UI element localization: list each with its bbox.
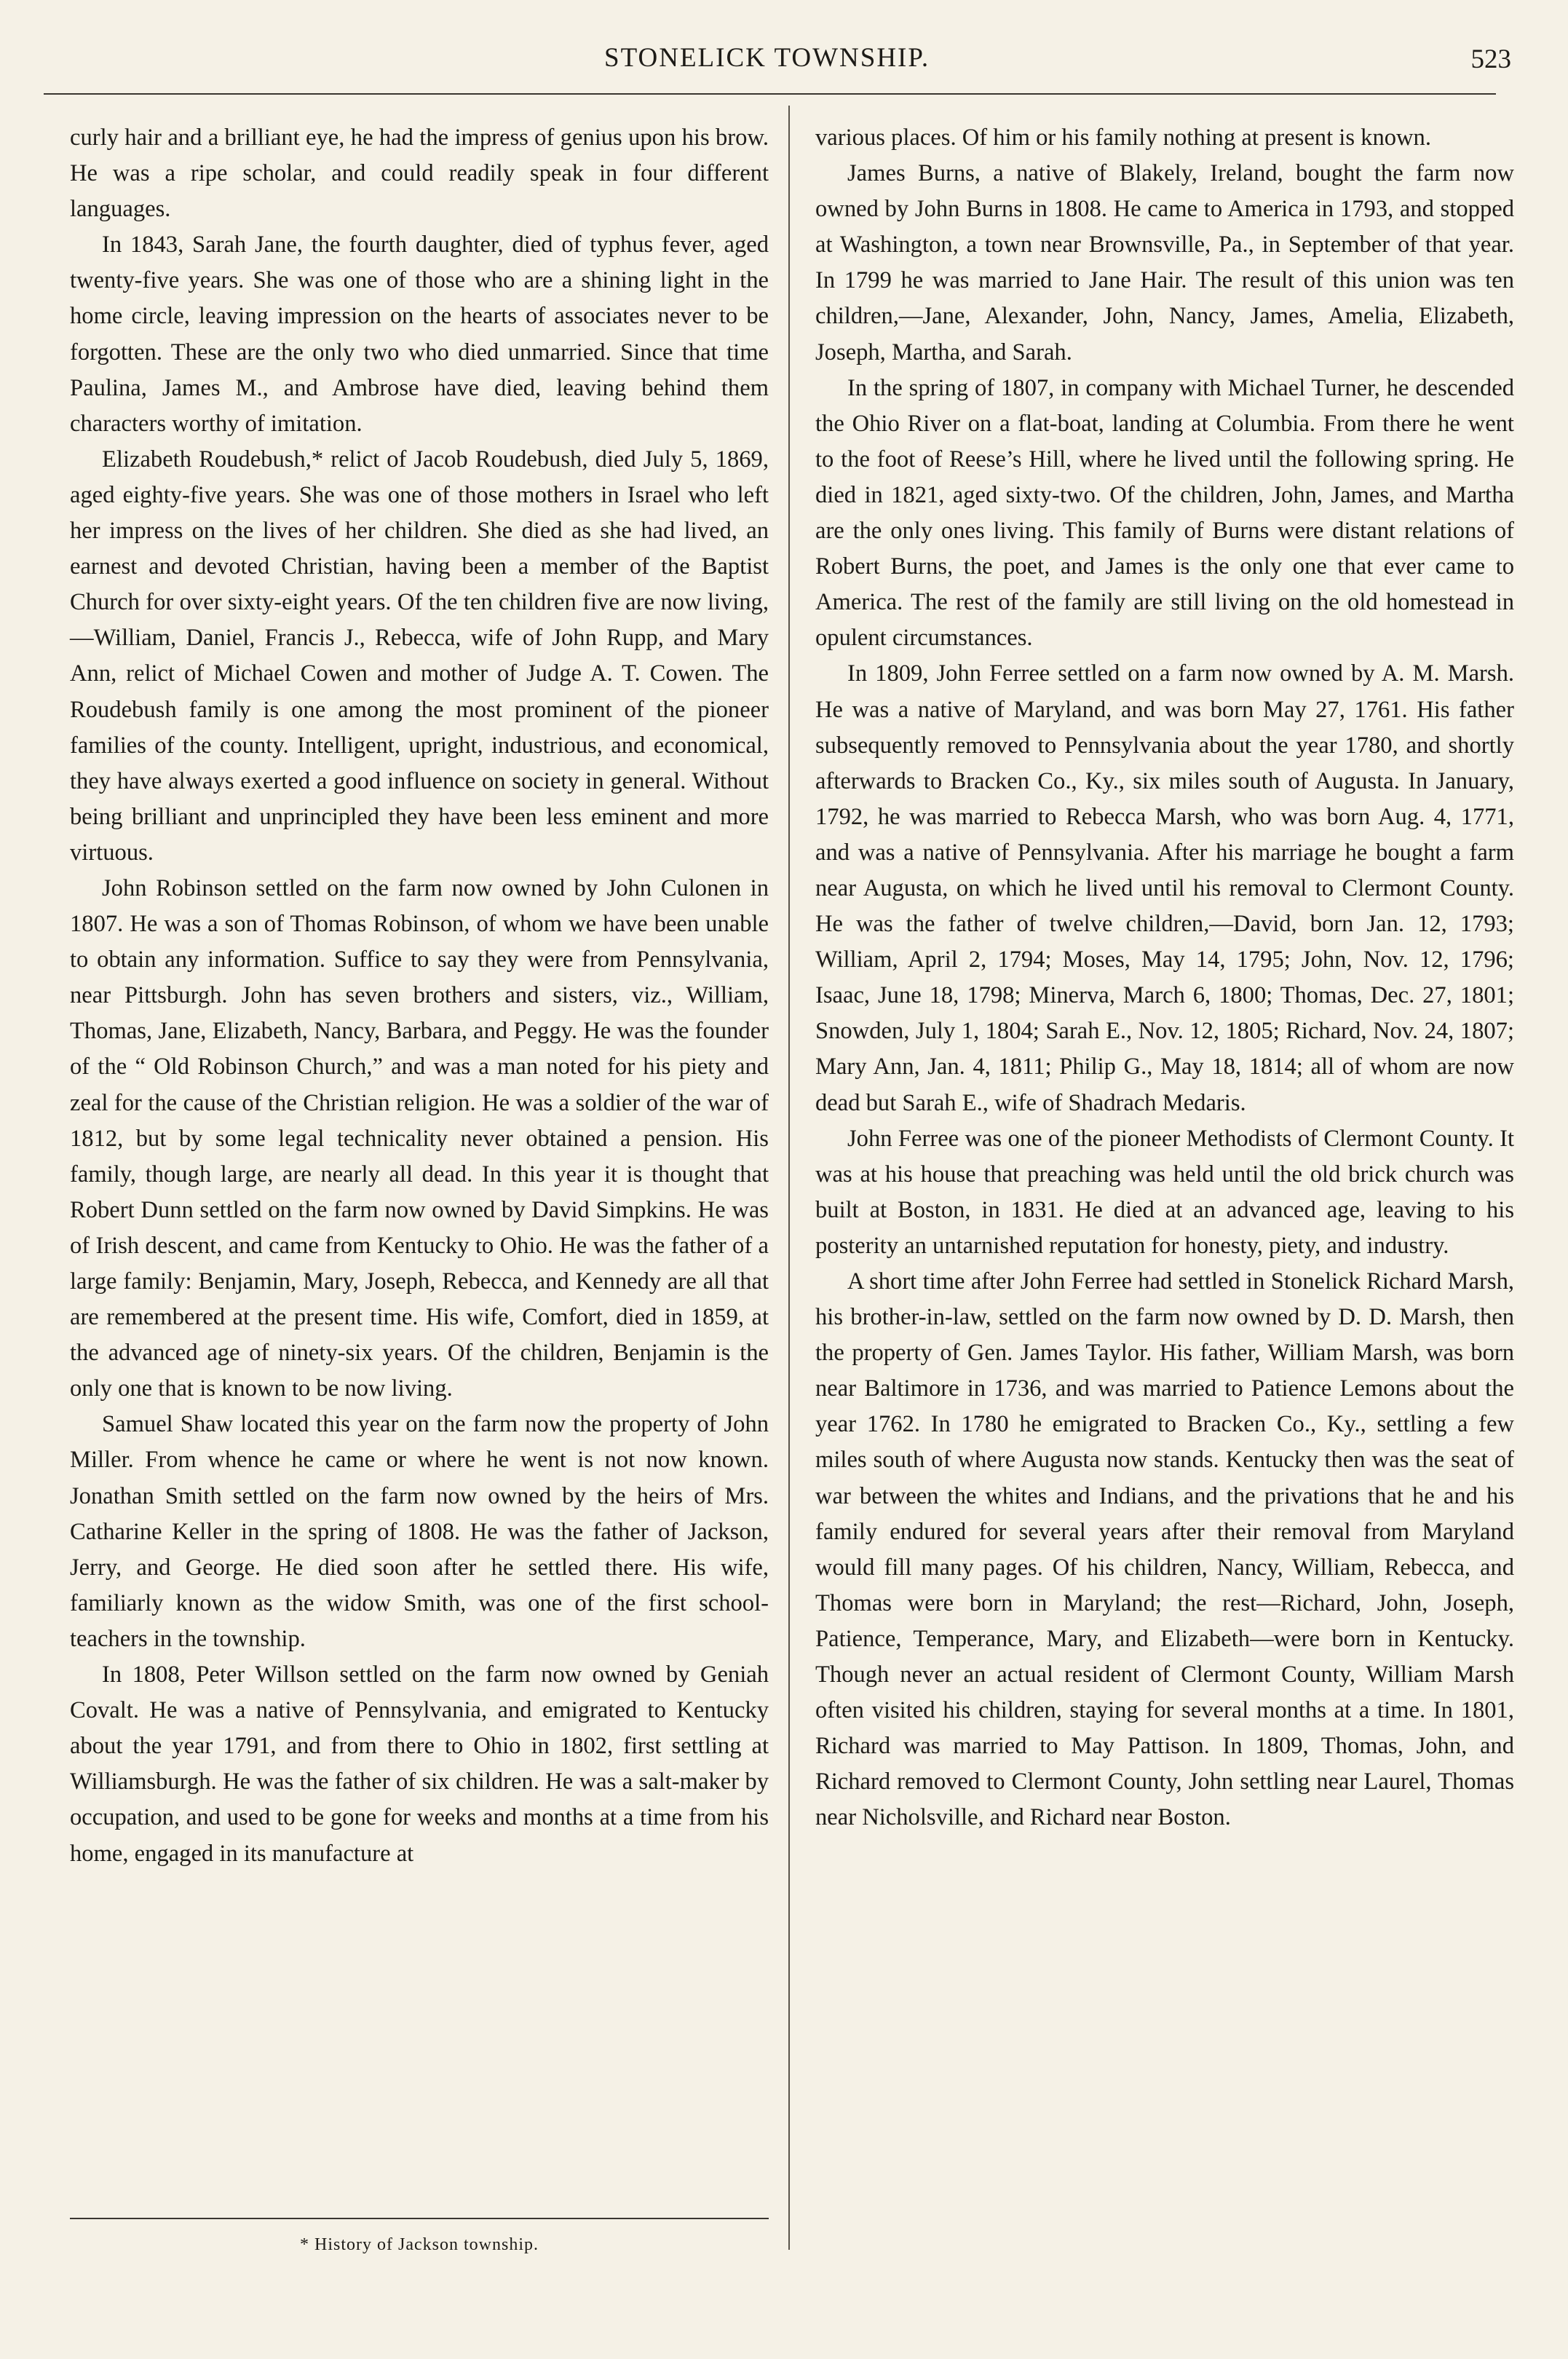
paragraph-elizabeth-roudebush: Elizabeth Roudebush,* relict of Jacob Roudebush, died July 5, 1869, aged eighty-five years. She was one of those mothers in Israel who left her impress on the lives of her children. She died as she had lived, an earnest and devoted Christian, having been a member of the Baptist Church for over sixty-eight years. Of the ten children five are now living,—William, Daniel, Francis J., Rebecca, wife of John Rupp, and Mary Ann, relict of Michael Cowen and mother of Judge A. T. Cowen. The Roudebush family is one among the most prominent of the pioneer families of the county. Intelligent, upright, industrious, and economical, they have always exerted a good influence on society in general. Without being brilliant and unprincipled they have been less eminent and more virtuous. [70,446,769,866]
paragraph-john-robinson: John Robinson settled on the farm now owned by John Culonen in 1807. He was a son of Thomas Robinson, of whom we have been unable to obtain any information. Suffice to say they were from Pennsylvania, near Pittsburgh. John has seven brothers and sisters, viz., William, Thomas, Jane, Elizabeth, Nancy, Barbara, and Peggy. He was the founder of the “ Old Robinson Church,” and was a man noted for his piety and zeal for the cause of the Christian religion. He was a soldier of the war of 1812, but by some legal technicality never obtained a pension. His family, though large, are nearly all dead. In this year it is thought that Robert Dunn settled on the farm now owned by David Simpkins. He was of Irish descent, and came from Kentucky to Ohio. He was the father of a large family: Benjamin, Mary, Joseph, Rebecca, and Kennedy are all that are remembered at the present time. His wife, Comfort, died in 1859, at the advanced age of ninety-six years. Of the children, Benjamin is the only one that is known to be now living. [70,874,769,1402]
paragraph-sarah-jane: In 1843, Sarah Jane, the fourth daughter, died of typhus fever, aged twenty-five years. She was one of those who are a shining light in the home circle, leaving impression on the hearts of associates never to be forgotten. These are the only two who died unmarried. Since that time Paulina, James M., and Ambrose have died, leaving behind them characters worthy of imitation. [70,232,769,437]
running-head: STONELICK TOWNSHIP. [604,43,930,73]
paragraph-james-burns: James Burns, a native of Blakely, Ireland, bought the farm now owned by John Burns in 1808. He came to America in 1793, and stopped at Washington, a town near Brownsville, Pa., in September of that year. In 1799 he was married to Jane Hair. The result of this union was ten children,—Jane, Alexander, John, Nancy, James, Amelia, Elizabeth, Joseph, Martha, and Sarah. [815,160,1514,365]
paragraph-peter-willson: In 1808, Peter Willson settled on the farm now owned by Geniah Covalt. He was a native of Pennsylvania, and emigrated to Kentucky about the year 1791, and from there to Ohio in 1802, first settling at Williamsburgh. He was the father of six children. He was a salt-maker by occupation, and used to be gone for weeks and months at a time from his home, engaged in its manufacture at [70,1661,769,1867]
paragraph-john-ferree: In 1809, John Ferree settled on a farm now owned by A. M. Marsh. He was a native of Maryland, and was born May 27, 1761. His father subsequently removed to Pennsylvania about the year 1780, and shortly afterwards to Bracken Co., Ky., six miles south of Augusta. In January, 1792, he was married to Rebecca Marsh, who was born Aug. 4, 1771, and was a native of Pennsylvania. After his marriage he bought a farm near Augusta, on which he lived until his removal to Clermont County. He was the father of twelve children,—David, born Jan. 12, 1793; William, April 2, 1794; Moses, May 14, 1795; John, Nov. 12, 1796; Isaac, June 18, 1798; Minerva, March 6, 1800; Thomas, Dec. 27, 1801; Snowden, July 1, 1804; Sarah E., Nov. 12, 1805; Richard, Nov. 24, 1807; Mary Ann, Jan. 4, 1811; Philip G., May 18, 1814; all of whom are now dead but Sarah E., wife of Shadrach Medaris. [815,660,1514,1116]
left-column [70,120,769,1872]
paragraph-richard-marsh: A short time after John Ferree had settled in Stonelick Richard Marsh, his brother-in-law, settled on the farm now owned by D. D. Marsh, then the property of Gen. James Taylor. His father, William Marsh, was born near Baltimore in 1736, and was married to Patience Lemons about the year 1762. In 1780 he emigrated to Bracken Co., Ky., settling a few miles south of where Augusta now stands. Kentucky then was the seat of war between the whites and Indians, and the privations that he and his family endured for several years after their removal from Maryland would fill many pages. Of his children, Nancy, William, Rebecca, and Thomas were born in Maryland; the rest—Richard, John, Joseph, Patience, Temperance, Mary, and Elizabeth—were born in Kentucky. Though never an actual resident of Clermont County, William Marsh often visited his children, staying for several months at a time. In 1801, Richard was married to May Pattison. In 1809, Thomas, John, and Richard removed to Clermont County, John settling near Laurel, Thomas near Nicholsville, and Richard near Boston. [815,1268,1514,1831]
header-rule [44,93,1496,95]
paragraph-samuel-shaw: Samuel Shaw located this year on the farm now the property of John Miller. From whence he came or where he went is not now known. Jonathan Smith settled on the farm now owned by the heirs of Mrs. Catharine Keller in the spring of 1808. He was the father of Jackson, Jerry, and George. He died soon after he settled there. His wife, familiarly known as the widow Smith, was one of the first school-teachers in the township. [70,1411,769,1652]
footnote: * History of Jackson township. [300,2235,539,2254]
right-column [815,120,1514,1836]
paragraph-continued-curly-hair: curly hair and a brilliant eye, he had the impress of genius upon his brow. He was a ripe scholar, and could readily speak in four different languages. [70,125,769,223]
paragraph-ferree-methodist: John Ferree was one of the pioneer Methodists of Clermont County. It was at his house that preaching was held until the old brick church was built at Boston, in 1831. He died at an advanced age, leaving to his posterity an untarnished reputation for honesty, piety, and industry. [815,1125,1514,1259]
paragraph-continued-various-places: various places. Of him or his family nothing at present is known. [815,125,1431,151]
paragraph-spring-1807: In the spring of 1807, in company with Michael Turner, he descended the Ohio River on a flat-boat, landing at Columbia. From there he went to the foot of Reese’s Hill, where he lived until the following spring. He died in 1821, aged sixty-two. Of the children, John, James, and Martha are the only ones living. This family of Burns were distant relations of Robert Burns, the poet, and James is the only one that ever came to America. The rest of the family are still living on the old homestead in opulent circumstances. [815,374,1514,652]
column-divider [788,106,790,2250]
page-number: 523 [1470,44,1511,74]
footnote-rule [70,2218,769,2219]
